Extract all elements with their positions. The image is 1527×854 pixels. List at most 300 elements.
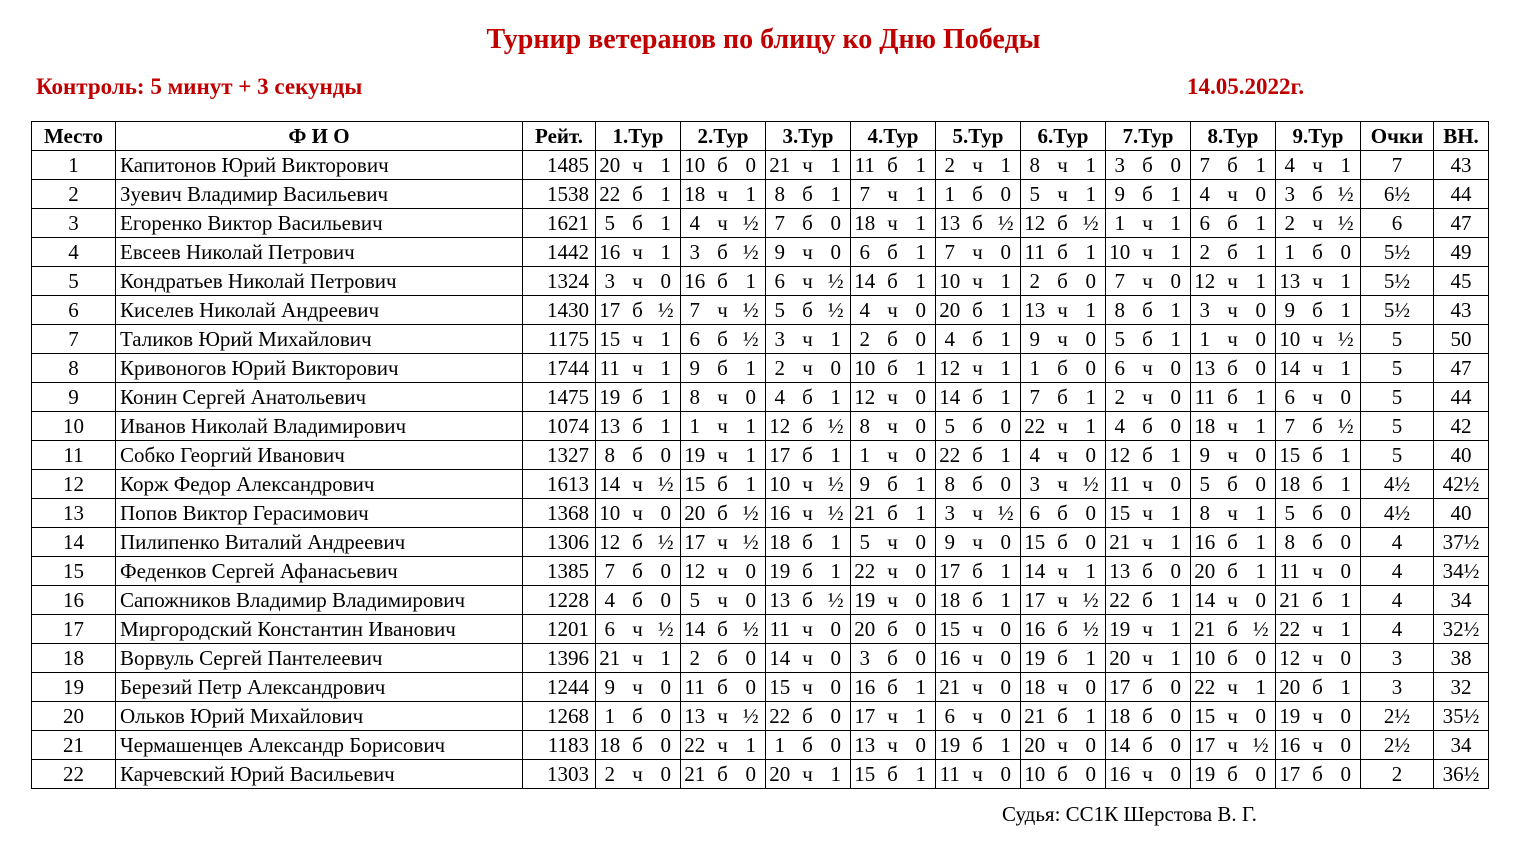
cell-tour-result: 0 xyxy=(1077,354,1106,383)
cell-tour-color: б xyxy=(1304,673,1332,702)
cell-tour-opponent: 8 xyxy=(1106,296,1134,325)
cell-tour-color: б xyxy=(1304,180,1332,209)
cell-tour-result: 1 xyxy=(992,296,1021,325)
cell-tour-color: ч xyxy=(709,180,737,209)
header-points: Очки xyxy=(1361,122,1434,151)
cell-tour-color: ч xyxy=(794,267,822,296)
cell-tour-color: ч xyxy=(709,586,737,615)
cell-tour-opponent: 1 xyxy=(766,731,794,760)
cell-tour-opponent: 18 xyxy=(1191,412,1219,441)
cell-tour-result: 0 xyxy=(1332,238,1361,267)
cell-tour-opponent: 15 xyxy=(681,470,709,499)
cell-tour-opponent: 18 xyxy=(851,209,879,238)
cell-tiebreak: 34 xyxy=(1434,586,1489,615)
cell-rating: 1324 xyxy=(523,267,596,296)
cell-tour-color: ч xyxy=(1049,470,1077,499)
cell-tour-opponent: 14 xyxy=(1106,731,1134,760)
table-row xyxy=(32,354,1489,383)
cell-tour-color: ч xyxy=(879,296,907,325)
cell-tour-color: ч xyxy=(879,702,907,731)
cell-tour-result: 1 xyxy=(992,325,1021,354)
cell-rating: 1385 xyxy=(523,557,596,586)
cell-tour-color: ч xyxy=(624,151,652,180)
cell-tour-result: ½ xyxy=(737,499,766,528)
cell-tour-opponent: 7 xyxy=(851,180,879,209)
cell-tour-result: ½ xyxy=(1332,325,1361,354)
cell-tour-opponent: 20 xyxy=(1276,673,1304,702)
cell-tour-opponent: 2 xyxy=(1106,383,1134,412)
cell-tour-color: б xyxy=(879,644,907,673)
cell-tour-opponent: 2 xyxy=(681,644,709,673)
cell-tour-opponent: 17 xyxy=(766,441,794,470)
cell-tour-result: 1 xyxy=(822,325,851,354)
cell-place: 9 xyxy=(32,383,116,412)
standings-table xyxy=(31,121,1489,789)
cell-tour-opponent: 21 xyxy=(596,644,624,673)
cell-tour-result: 1 xyxy=(652,325,681,354)
cell-tour-opponent: 14 xyxy=(851,267,879,296)
cell-tour-opponent: 13 xyxy=(1191,354,1219,383)
cell-tour-opponent: 12 xyxy=(1106,441,1134,470)
cell-place: 16 xyxy=(32,586,116,615)
cell-place: 3 xyxy=(32,209,116,238)
cell-tour-result: 1 xyxy=(652,151,681,180)
cell-tiebreak: 34 xyxy=(1434,731,1489,760)
cell-tour-opponent: 11 xyxy=(851,151,879,180)
cell-tour-color: ч xyxy=(709,557,737,586)
table-row xyxy=(32,412,1489,441)
cell-tour-result: 0 xyxy=(1077,760,1106,789)
cell-tour-opponent: 13 xyxy=(1106,557,1134,586)
cell-tour-color: б xyxy=(1219,470,1247,499)
cell-place: 13 xyxy=(32,499,116,528)
cell-tour-result: 0 xyxy=(822,673,851,702)
cell-tour-opponent: 12 xyxy=(596,528,624,557)
cell-tour-opponent: 15 xyxy=(596,325,624,354)
cell-tour-color: ч xyxy=(1134,383,1162,412)
cell-tour-opponent: 3 xyxy=(1276,180,1304,209)
cell-place: 15 xyxy=(32,557,116,586)
cell-tour-opponent: 12 xyxy=(681,557,709,586)
cell-tour-result: 1 xyxy=(1247,528,1276,557)
cell-tour-result: 1 xyxy=(822,528,851,557)
cell-tour-result: 1 xyxy=(1077,151,1106,180)
cell-tour-color: ч xyxy=(1304,615,1332,644)
cell-tour-result: 0 xyxy=(737,760,766,789)
cell-tour-color: б xyxy=(1304,412,1332,441)
cell-tour-color: б xyxy=(1304,499,1332,528)
cell-tiebreak: 35½ xyxy=(1434,702,1489,731)
cell-tour-color: ч xyxy=(879,209,907,238)
cell-tour-opponent: 8 xyxy=(851,412,879,441)
cell-tour-color: б xyxy=(624,383,652,412)
cell-tour-opponent: 12 xyxy=(1276,644,1304,673)
cell-tour-result: 1 xyxy=(1077,238,1106,267)
cell-tour-opponent: 14 xyxy=(1276,354,1304,383)
cell-tour-opponent: 10 xyxy=(1191,644,1219,673)
cell-tour-result: 1 xyxy=(1162,238,1191,267)
cell-tour-opponent: 7 xyxy=(681,296,709,325)
cell-name: Конин Сергей Анатольевич xyxy=(116,383,523,412)
cell-tour-result: 1 xyxy=(907,209,936,238)
cell-tour-color: ч xyxy=(964,702,992,731)
cell-tour-color: б xyxy=(794,731,822,760)
cell-tour-color: б xyxy=(709,151,737,180)
cell-tour-opponent: 9 xyxy=(1276,296,1304,325)
cell-tour-color: ч xyxy=(879,731,907,760)
cell-tiebreak: 40 xyxy=(1434,499,1489,528)
cell-tour-opponent: 2 xyxy=(596,760,624,789)
cell-tour-result: ½ xyxy=(737,325,766,354)
cell-name: Феденков Сергей Афанасьевич xyxy=(116,557,523,586)
cell-tour-result: 1 xyxy=(1332,615,1361,644)
cell-tour-result: 0 xyxy=(822,615,851,644)
cell-tour-color: ч xyxy=(794,673,822,702)
cell-tour-color: б xyxy=(879,238,907,267)
cell-tour-opponent: 4 xyxy=(851,296,879,325)
cell-rating: 1175 xyxy=(523,325,596,354)
cell-tour-result: 1 xyxy=(1247,238,1276,267)
cell-tour-result: ½ xyxy=(1077,615,1106,644)
cell-tour-opponent: 6 xyxy=(1021,499,1049,528)
cell-tour-color: б xyxy=(1304,528,1332,557)
cell-tour-result: 0 xyxy=(1332,702,1361,731)
cell-tour-color: ч xyxy=(794,354,822,383)
table-row xyxy=(32,151,1489,180)
cell-tour-color: ч xyxy=(624,615,652,644)
cell-tour-opponent: 20 xyxy=(1191,557,1219,586)
cell-tour-result: 0 xyxy=(1162,760,1191,789)
cell-tour-color: б xyxy=(1134,325,1162,354)
cell-tour-color: ч xyxy=(709,296,737,325)
cell-tour-color: ч xyxy=(1219,731,1247,760)
cell-tour-opponent: 14 xyxy=(1021,557,1049,586)
cell-tour-color: ч xyxy=(879,557,907,586)
table-row xyxy=(32,180,1489,209)
cell-tour-color: б xyxy=(1134,673,1162,702)
cell-tour-result: 1 xyxy=(1162,180,1191,209)
cell-tiebreak: 45 xyxy=(1434,267,1489,296)
table-row xyxy=(32,586,1489,615)
cell-rating: 1621 xyxy=(523,209,596,238)
cell-tour-color: ч xyxy=(964,673,992,702)
cell-tour-result: 1 xyxy=(1332,267,1361,296)
cell-tour-opponent: 6 xyxy=(681,325,709,354)
cell-points: 4 xyxy=(1361,586,1434,615)
cell-tour-opponent: 19 xyxy=(596,383,624,412)
cell-tour-result: 1 xyxy=(1247,267,1276,296)
cell-tour-opponent: 12 xyxy=(1021,209,1049,238)
cell-tour-result: 0 xyxy=(1247,644,1276,673)
cell-tour-opponent: 4 xyxy=(1106,412,1134,441)
cell-tour-opponent: 9 xyxy=(1106,180,1134,209)
cell-tour-color: б xyxy=(1134,180,1162,209)
cell-tour-color: б xyxy=(1219,615,1247,644)
cell-tour-color: б xyxy=(794,180,822,209)
cell-place: 19 xyxy=(32,673,116,702)
cell-tour-result: ½ xyxy=(822,412,851,441)
cell-points: 5 xyxy=(1361,412,1434,441)
cell-tour-result: 0 xyxy=(1077,673,1106,702)
cell-tour-opponent: 22 xyxy=(1191,673,1219,702)
cell-tour-result: 1 xyxy=(1332,470,1361,499)
cell-tour-color: б xyxy=(709,644,737,673)
cell-tour-color: б xyxy=(794,586,822,615)
cell-tour-result: 0 xyxy=(992,180,1021,209)
cell-tour-result: 1 xyxy=(907,354,936,383)
cell-tour-opponent: 15 xyxy=(851,760,879,789)
cell-tour-opponent: 6 xyxy=(936,702,964,731)
cell-tour-result: 0 xyxy=(1077,441,1106,470)
cell-place: 6 xyxy=(32,296,116,325)
cell-rating: 1268 xyxy=(523,702,596,731)
cell-tour-result: 0 xyxy=(822,644,851,673)
cell-tour-color: б xyxy=(879,760,907,789)
cell-tour-result: 0 xyxy=(1077,731,1106,760)
cell-tour-result: 0 xyxy=(1162,267,1191,296)
cell-tour-opponent: 16 xyxy=(851,673,879,702)
cell-points: 5½ xyxy=(1361,296,1434,325)
cell-tour-result: 0 xyxy=(992,702,1021,731)
cell-tour-opponent: 9 xyxy=(1191,441,1219,470)
cell-tour-opponent: 5 xyxy=(851,528,879,557)
header-tour-1: 1.Тур xyxy=(596,122,681,151)
cell-tour-color: б xyxy=(964,412,992,441)
cell-tour-result: 1 xyxy=(992,731,1021,760)
cell-tour-color: ч xyxy=(1219,702,1247,731)
cell-tour-opponent: 11 xyxy=(1021,238,1049,267)
cell-tour-color: б xyxy=(879,354,907,383)
cell-name: Ольков Юрий Михайлович xyxy=(116,702,523,731)
cell-tour-color: ч xyxy=(964,528,992,557)
cell-rating: 1396 xyxy=(523,644,596,673)
cell-tour-color: ч xyxy=(1304,644,1332,673)
cell-place: 11 xyxy=(32,441,116,470)
table-row xyxy=(32,209,1489,238)
cell-tour-result: 1 xyxy=(1077,557,1106,586)
cell-rating: 1475 xyxy=(523,383,596,412)
cell-tiebreak: 42 xyxy=(1434,412,1489,441)
cell-tour-color: ч xyxy=(794,615,822,644)
cell-tour-color: ч xyxy=(964,644,992,673)
cell-tour-opponent: 17 xyxy=(596,296,624,325)
cell-tour-opponent: 8 xyxy=(936,470,964,499)
cell-name: Кривоногов Юрий Викторович xyxy=(116,354,523,383)
cell-tour-result: 0 xyxy=(652,441,681,470)
cell-tour-color: б xyxy=(1134,731,1162,760)
cell-name: Ворвуль Сергей Пантелеевич xyxy=(116,644,523,673)
cell-rating: 1228 xyxy=(523,586,596,615)
cell-tour-color: б xyxy=(709,238,737,267)
table-row xyxy=(32,760,1489,789)
cell-tour-result: 0 xyxy=(907,325,936,354)
cell-tour-opponent: 6 xyxy=(1106,354,1134,383)
cell-tour-result: 1 xyxy=(822,151,851,180)
cell-tour-color: б xyxy=(964,383,992,412)
cell-name: Попов Виктор Герасимович xyxy=(116,499,523,528)
cell-tour-color: б xyxy=(964,325,992,354)
cell-rating: 1244 xyxy=(523,673,596,702)
cell-tour-result: 0 xyxy=(1332,383,1361,412)
cell-tour-color: ч xyxy=(1219,296,1247,325)
cell-tour-color: б xyxy=(1219,644,1247,673)
cell-tour-color: б xyxy=(879,673,907,702)
cell-tour-result: 0 xyxy=(992,760,1021,789)
cell-tour-result: 0 xyxy=(652,760,681,789)
cell-tour-color: ч xyxy=(794,151,822,180)
cell-tour-result: 0 xyxy=(822,354,851,383)
cell-name: Зуевич Владимир Васильевич xyxy=(116,180,523,209)
cell-name: Таликов Юрий Михайлович xyxy=(116,325,523,354)
cell-tour-opponent: 15 xyxy=(1276,441,1304,470)
cell-tiebreak: 47 xyxy=(1434,209,1489,238)
cell-tiebreak: 34½ xyxy=(1434,557,1489,586)
cell-tour-opponent: 4 xyxy=(766,383,794,412)
cell-tour-result: 0 xyxy=(907,731,936,760)
cell-tour-result: 1 xyxy=(907,267,936,296)
cell-tour-result: 0 xyxy=(1247,441,1276,470)
cell-tour-result: 0 xyxy=(907,412,936,441)
cell-tour-result: 1 xyxy=(1077,702,1106,731)
cell-tour-result: 0 xyxy=(1247,354,1276,383)
cell-tour-opponent: 20 xyxy=(1106,644,1134,673)
cell-tour-color: б xyxy=(709,760,737,789)
cell-tour-color: ч xyxy=(1134,760,1162,789)
cell-tour-color: ч xyxy=(1304,209,1332,238)
cell-tour-opponent: 6 xyxy=(596,615,624,644)
cell-tour-result: 0 xyxy=(1077,499,1106,528)
cell-tour-color: ч xyxy=(624,238,652,267)
table-row xyxy=(32,441,1489,470)
cell-tour-opponent: 18 xyxy=(1021,673,1049,702)
cell-tour-opponent: 19 xyxy=(936,731,964,760)
cell-tour-opponent: 18 xyxy=(1276,470,1304,499)
cell-tour-opponent: 11 xyxy=(936,760,964,789)
cell-tiebreak: 32 xyxy=(1434,673,1489,702)
cell-tour-result: ½ xyxy=(1077,586,1106,615)
cell-tour-color: ч xyxy=(1134,528,1162,557)
cell-tour-color: б xyxy=(1219,557,1247,586)
cell-tour-opponent: 7 xyxy=(936,238,964,267)
cell-tour-opponent: 3 xyxy=(1106,151,1134,180)
header-tour-9: 9.Тур xyxy=(1276,122,1361,151)
cell-tour-opponent: 5 xyxy=(681,586,709,615)
cell-tour-color: б xyxy=(964,470,992,499)
cell-tour-opponent: 17 xyxy=(1021,586,1049,615)
cell-tour-result: 1 xyxy=(1077,296,1106,325)
cell-tour-result: 1 xyxy=(1077,383,1106,412)
cell-tour-result: 0 xyxy=(737,673,766,702)
cell-tour-result: 1 xyxy=(1247,499,1276,528)
cell-tour-result: 0 xyxy=(992,470,1021,499)
cell-tour-opponent: 19 xyxy=(1276,702,1304,731)
cell-tour-result: 1 xyxy=(652,412,681,441)
cell-tour-opponent: 3 xyxy=(596,267,624,296)
cell-tour-opponent: 13 xyxy=(766,586,794,615)
cell-tour-color: ч xyxy=(709,209,737,238)
cell-tour-opponent: 16 xyxy=(596,238,624,267)
cell-tour-result: ½ xyxy=(737,702,766,731)
cell-tour-opponent: 22 xyxy=(851,557,879,586)
cell-tour-opponent: 9 xyxy=(936,528,964,557)
cell-tour-color: ч xyxy=(624,499,652,528)
cell-rating: 1303 xyxy=(523,760,596,789)
cell-tour-result: 0 xyxy=(907,441,936,470)
cell-tour-result: 0 xyxy=(822,209,851,238)
cell-tour-opponent: 17 xyxy=(1276,760,1304,789)
cell-tour-opponent: 14 xyxy=(766,644,794,673)
cell-tour-result: ½ xyxy=(822,499,851,528)
cell-tour-color: б xyxy=(624,557,652,586)
cell-tour-opponent: 10 xyxy=(1276,325,1304,354)
cell-points: 2 xyxy=(1361,760,1434,789)
cell-tiebreak: 36½ xyxy=(1434,760,1489,789)
cell-tour-opponent: 22 xyxy=(596,180,624,209)
cell-tour-color: б xyxy=(709,673,737,702)
cell-tour-opponent: 4 xyxy=(596,586,624,615)
cell-tour-result: 1 xyxy=(652,354,681,383)
cell-tour-color: б xyxy=(794,412,822,441)
cell-tour-opponent: 15 xyxy=(1106,499,1134,528)
cell-tour-result: ½ xyxy=(1077,470,1106,499)
cell-rating: 1201 xyxy=(523,615,596,644)
cell-tour-opponent: 10 xyxy=(1021,760,1049,789)
header-tour-7: 7.Тур xyxy=(1106,122,1191,151)
header-tour-5: 5.Тур xyxy=(936,122,1021,151)
cell-tour-opponent: 21 xyxy=(1191,615,1219,644)
cell-tour-result: 1 xyxy=(992,354,1021,383)
cell-tour-opponent: 18 xyxy=(596,731,624,760)
cell-tour-opponent: 22 xyxy=(766,702,794,731)
cell-rating: 1613 xyxy=(523,470,596,499)
cell-tour-result: ½ xyxy=(737,296,766,325)
cell-tour-color: ч xyxy=(1304,383,1332,412)
cell-tour-result: 1 xyxy=(1162,325,1191,354)
cell-tour-result: 0 xyxy=(1332,499,1361,528)
cell-tour-opponent: 1 xyxy=(1191,325,1219,354)
table-header xyxy=(32,122,1489,151)
cell-tour-color: ч xyxy=(1219,412,1247,441)
cell-tour-opponent: 5 xyxy=(596,209,624,238)
cell-tour-color: б xyxy=(964,441,992,470)
cell-tour-opponent: 18 xyxy=(766,528,794,557)
cell-tour-opponent: 1 xyxy=(936,180,964,209)
header-tiebreak: ВН. xyxy=(1434,122,1489,151)
cell-tour-color: ч xyxy=(964,499,992,528)
cell-tour-result: 0 xyxy=(1162,702,1191,731)
cell-tour-color: ч xyxy=(1049,296,1077,325)
cell-tour-color: ч xyxy=(879,383,907,412)
cell-points: 6½ xyxy=(1361,180,1434,209)
cell-tour-color: ч xyxy=(1049,412,1077,441)
cell-tour-color: ч xyxy=(1219,441,1247,470)
cell-tour-opponent: 21 xyxy=(1276,586,1304,615)
cell-tour-color: б xyxy=(709,615,737,644)
judge-signature: Судья: СС1К Шерстова В. Г. xyxy=(1002,802,1257,826)
cell-tour-result: 1 xyxy=(907,470,936,499)
cell-points: 4½ xyxy=(1361,499,1434,528)
cell-tour-opponent: 2 xyxy=(936,151,964,180)
cell-tour-opponent: 13 xyxy=(681,702,709,731)
cell-tour-opponent: 11 xyxy=(1106,470,1134,499)
cell-tour-opponent: 14 xyxy=(596,470,624,499)
cell-tour-opponent: 20 xyxy=(596,151,624,180)
cell-tour-opponent: 10 xyxy=(681,151,709,180)
cell-tour-color: б xyxy=(1134,151,1162,180)
cell-tour-color: ч xyxy=(1134,644,1162,673)
cell-tour-result: 0 xyxy=(992,644,1021,673)
cell-tour-result: 0 xyxy=(1332,528,1361,557)
